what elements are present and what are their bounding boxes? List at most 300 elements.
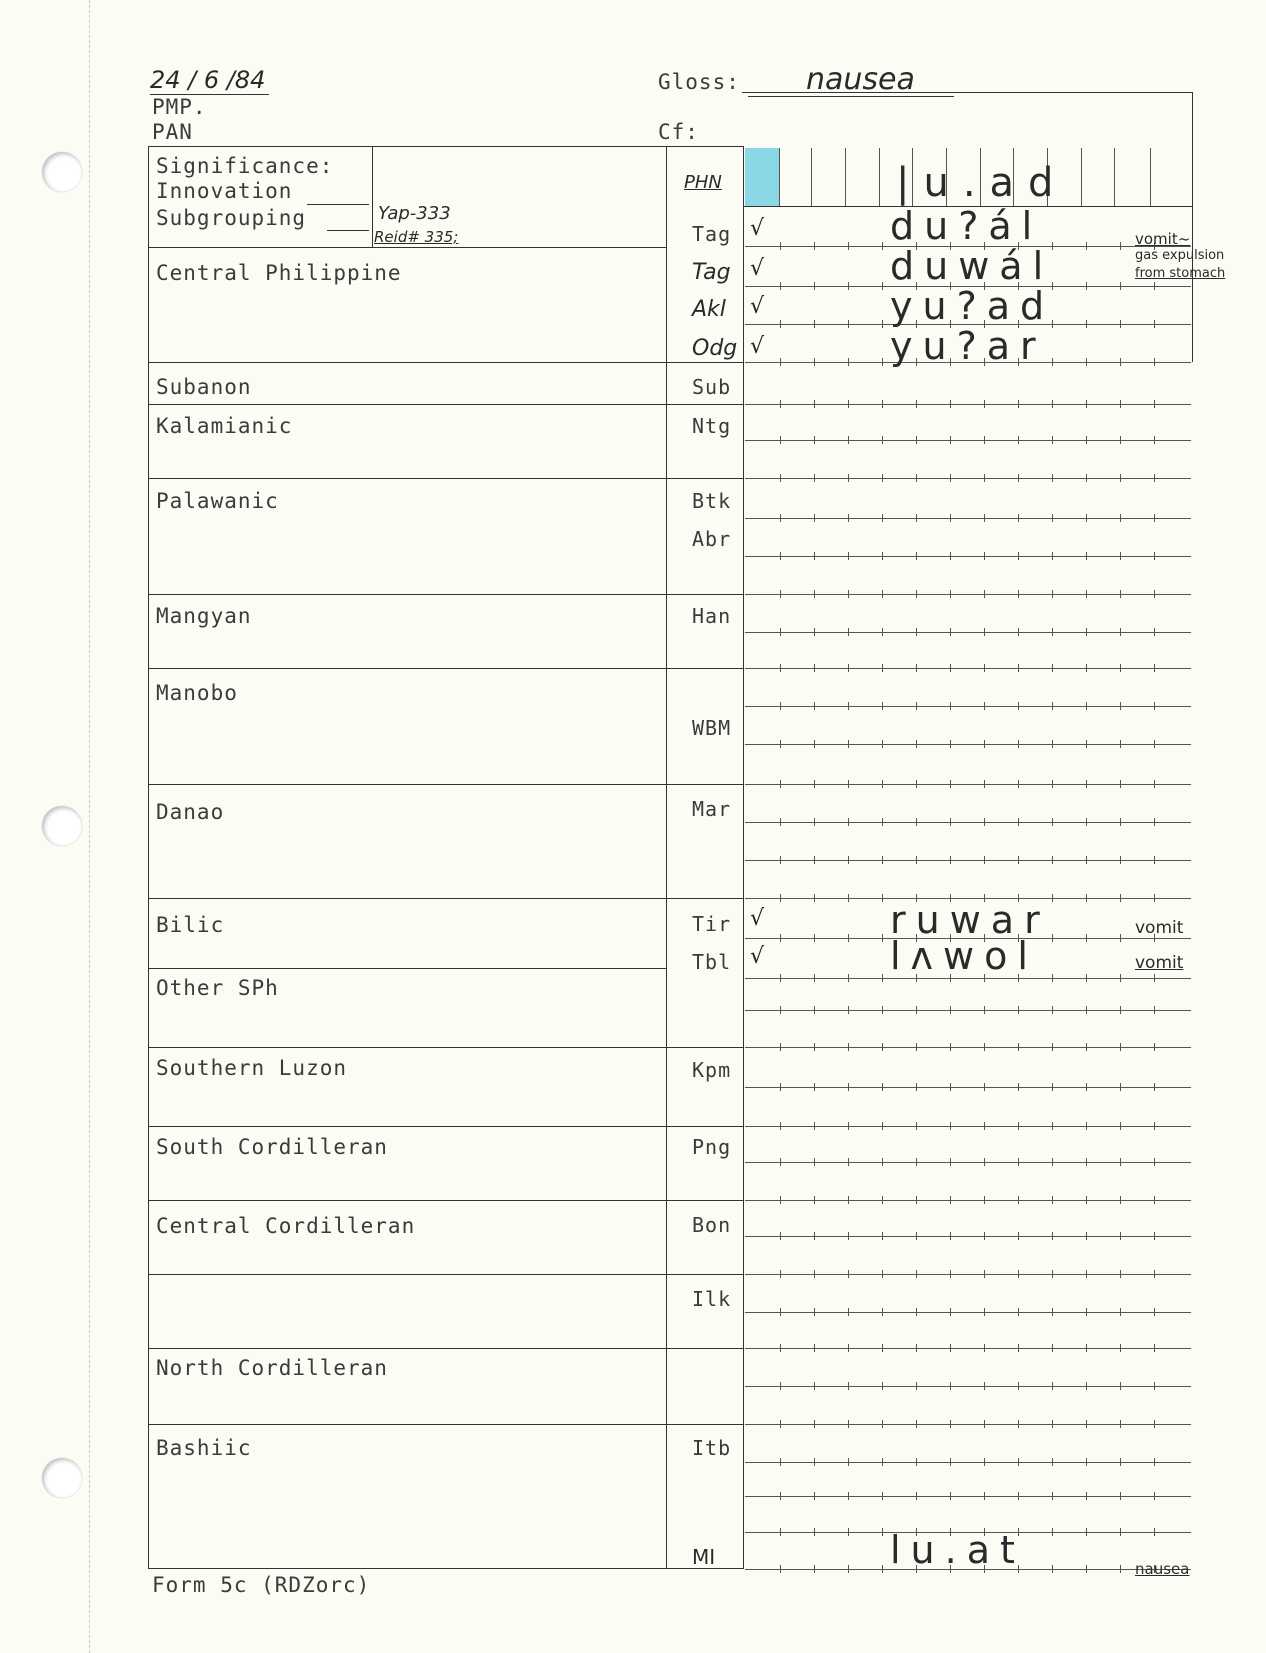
code-abr: Abr: [692, 527, 732, 551]
ruled-tick: [780, 242, 781, 250]
ruled-tick: [780, 1196, 781, 1204]
ruled-tick: [1120, 1196, 1121, 1204]
ruled-tick: [1154, 552, 1155, 560]
code-odg: Odg: [692, 336, 738, 361]
ruled-tick: [916, 628, 917, 636]
ruled-tick: [882, 1083, 883, 1091]
ruled-tick: [950, 1420, 951, 1428]
ruled-tick: [780, 282, 781, 290]
ruled-tick: [1018, 1158, 1019, 1166]
ruled-tick: [1086, 1528, 1087, 1536]
group-south-cordilleran: South Cordilleran: [156, 1135, 388, 1159]
ruled-line: [745, 556, 1191, 557]
ruled-tick: [984, 818, 985, 826]
ruled-tick: [916, 1270, 917, 1278]
ruled-tick: [882, 780, 883, 788]
check-akl: √: [750, 294, 765, 319]
ruled-tick: [916, 552, 917, 560]
ruled-tick: [1120, 1565, 1121, 1573]
ruled-tick: [1052, 934, 1053, 942]
ruled-tick: [1154, 590, 1155, 598]
ruled-tick: [848, 1344, 849, 1352]
ruled-tick: [780, 856, 781, 864]
ruled-tick: [1018, 1122, 1019, 1130]
ruled-line: [745, 860, 1191, 861]
ruled-tick: [848, 1565, 849, 1573]
ruled-tick: [916, 1344, 917, 1352]
ruled-tick: [1154, 856, 1155, 864]
ruled-tick: [882, 1420, 883, 1428]
ruled-line: [745, 1496, 1191, 1497]
ruled-tick: [950, 628, 951, 636]
ruled-line: [745, 478, 1191, 479]
ruled-tick: [1154, 702, 1155, 710]
ruled-tick: [1120, 628, 1121, 636]
ruled-tick: [1052, 818, 1053, 826]
ruled-tick: [1154, 1006, 1155, 1014]
ruled-tick: [1086, 780, 1087, 788]
innovation-blank: [307, 204, 369, 205]
ruled-tick: [814, 1196, 815, 1204]
ruled-tick: [1086, 400, 1087, 408]
ruled-tick: [1086, 818, 1087, 826]
ruled-tick: [814, 1158, 815, 1166]
date: 24 / 6 /84: [150, 66, 269, 95]
ruled-tick: [1154, 436, 1155, 444]
ruled-tick: [882, 934, 883, 942]
ruled-tick: [1120, 894, 1121, 902]
ruled-tick: [882, 1006, 883, 1014]
code-akl: Akl: [692, 297, 726, 322]
cf-label: Cf:: [658, 120, 699, 144]
ruled-tick: [1018, 400, 1019, 408]
ruled-tick: [1120, 400, 1121, 408]
group-subanon: Subanon: [156, 375, 252, 399]
ruled-tick: [984, 474, 985, 482]
group-bashiic: Bashiic: [156, 1436, 252, 1460]
ruled-tick: [780, 552, 781, 560]
ruled-tick: [984, 1196, 985, 1204]
form-mi: lu.at: [890, 1528, 1025, 1572]
significance-divider: [372, 146, 373, 248]
group-kalamianic: Kalamianic: [156, 414, 293, 438]
form-tag-2: duwál: [890, 244, 1054, 288]
group-mangyan: Mangyan: [156, 604, 252, 628]
ruled-tick: [882, 552, 883, 560]
code-mi: MI: [692, 1545, 716, 1569]
ruled-tick: [1086, 1122, 1087, 1130]
cf-box: [742, 92, 1193, 149]
ruled-tick: [848, 436, 849, 444]
ruled-tick: [848, 320, 849, 328]
ruled-tick: [1052, 628, 1053, 636]
ruled-tick: [882, 1382, 883, 1390]
ruled-line: [745, 706, 1191, 707]
ruled-tick: [814, 552, 815, 560]
ruled-tick: [1052, 702, 1053, 710]
ruled-tick: [848, 740, 849, 748]
ruled-tick: [848, 664, 849, 672]
ruled-tick: [780, 702, 781, 710]
group-danao: Danao: [156, 800, 225, 824]
ruled-line: [745, 1087, 1191, 1088]
ruled-tick: [1120, 514, 1121, 522]
ruled-tick: [1018, 1232, 1019, 1240]
ruled-tick: [1154, 894, 1155, 902]
code-mar: Mar: [692, 797, 732, 821]
ruled-tick: [1018, 1492, 1019, 1500]
ruled-tick: [1154, 1270, 1155, 1278]
grid-right-border: [1192, 92, 1193, 362]
ruled-tick: [1120, 1270, 1121, 1278]
ruled-tick: [1086, 1382, 1087, 1390]
ruled-tick: [780, 1420, 781, 1428]
ruled-tick: [916, 1122, 917, 1130]
ruled-tick: [1154, 1382, 1155, 1390]
ruled-tick: [984, 1083, 985, 1091]
ruled-tick: [882, 1344, 883, 1352]
ruled-tick: [780, 1122, 781, 1130]
ruled-tick: [1086, 552, 1087, 560]
ruled-line: [745, 632, 1191, 633]
ruled-tick: [950, 436, 951, 444]
ruled-tick: [1052, 1043, 1053, 1051]
ruled-tick: [882, 856, 883, 864]
ruled-tick: [882, 1043, 883, 1051]
ruled-tick: [950, 552, 951, 560]
ruled-line: [745, 1236, 1191, 1237]
ruled-tick: [1154, 818, 1155, 826]
ruled-tick: [780, 628, 781, 636]
check-tag-1: √: [750, 216, 765, 241]
ruled-tick: [848, 894, 849, 902]
pan-label: PAN: [152, 120, 193, 144]
code-tag-1: Tag: [692, 222, 732, 246]
ruled-tick: [1018, 628, 1019, 636]
ruled-line: [745, 784, 1191, 785]
ruled-tick: [916, 664, 917, 672]
ruled-tick: [882, 1492, 883, 1500]
code-sub: Sub: [692, 375, 732, 399]
ruled-tick: [950, 514, 951, 522]
ruled-tick: [780, 1158, 781, 1166]
ruled-tick: [1154, 320, 1155, 328]
ruled-tick: [848, 400, 849, 408]
ruled-tick: [984, 1270, 985, 1278]
ruled-tick: [814, 358, 815, 366]
ruled-tick: [882, 474, 883, 482]
ruled-tick: [848, 590, 849, 598]
sep-north-cordilleran: [148, 1348, 743, 1349]
ruled-tick: [916, 400, 917, 408]
ruled-tick: [848, 702, 849, 710]
ruled-tick: [1154, 1122, 1155, 1130]
ruled-tick: [848, 1083, 849, 1091]
ruled-tick: [1120, 436, 1121, 444]
ruled-tick: [916, 818, 917, 826]
check-odg: √: [750, 334, 765, 359]
sep-manobo: [148, 668, 743, 669]
code-png: Png: [692, 1135, 732, 1159]
ruled-tick: [780, 400, 781, 408]
ruled-tick: [882, 1308, 883, 1316]
ruled-tick: [1018, 1043, 1019, 1051]
ruled-tick: [984, 1232, 985, 1240]
ruled-tick: [950, 740, 951, 748]
ruled-tick: [1052, 894, 1053, 902]
ruled-tick: [814, 1122, 815, 1130]
ruled-tick: [1154, 400, 1155, 408]
ruled-tick: [882, 1122, 883, 1130]
ruled-tick: [848, 282, 849, 290]
ruled-tick: [916, 1006, 917, 1014]
ruled-tick: [1052, 1196, 1053, 1204]
ruled-tick: [882, 400, 883, 408]
ruled-tick: [814, 664, 815, 672]
ruled-tick: [950, 400, 951, 408]
ruled-tick: [1052, 740, 1053, 748]
ruled-tick: [882, 1270, 883, 1278]
ruled-tick: [916, 514, 917, 522]
form-odg: yu?ar: [890, 324, 1046, 368]
ruled-line: [745, 1162, 1191, 1163]
ruled-tick: [814, 1492, 815, 1500]
group-north-cordilleran: North Cordilleran: [156, 1356, 388, 1380]
ruled-tick: [1018, 1083, 1019, 1091]
ruled-tick: [984, 552, 985, 560]
group-southern-luzon: Southern Luzon: [156, 1056, 348, 1080]
ruled-tick: [848, 856, 849, 864]
ruled-tick: [950, 1492, 951, 1500]
ruled-tick: [1052, 1565, 1053, 1573]
ruled-tick: [848, 1492, 849, 1500]
ruled-tick: [1086, 320, 1087, 328]
ruled-tick: [780, 1232, 781, 1240]
ruled-tick: [916, 1232, 917, 1240]
ruled-tick: [984, 514, 985, 522]
significance-note-1: Yap-333: [378, 203, 451, 224]
ruled-tick: [916, 590, 917, 598]
ruled-tick: [950, 1122, 951, 1130]
ruled-tick: [984, 780, 985, 788]
ruled-tick: [1086, 628, 1087, 636]
ruled-line: [745, 1047, 1191, 1048]
ruled-tick: [848, 242, 849, 250]
ruled-tick: [1018, 1382, 1019, 1390]
ruled-tick: [984, 740, 985, 748]
ruled-tick: [814, 894, 815, 902]
ruled-tick: [1086, 1492, 1087, 1500]
grid-left-border: [743, 146, 744, 1569]
ruled-tick: [882, 894, 883, 902]
sep-danao: [148, 784, 743, 785]
sep-southern-luzon: [148, 1047, 743, 1048]
ruled-tick: [882, 628, 883, 636]
ruled-tick: [848, 1270, 849, 1278]
margin-line: [89, 0, 90, 1653]
ruled-tick: [1018, 702, 1019, 710]
ruled-tick: [1052, 1083, 1053, 1091]
ruled-tick: [1154, 974, 1155, 982]
ruled-tick: [1086, 1270, 1087, 1278]
form-tbl: lʌwol: [890, 934, 1038, 978]
ruled-tick: [1120, 1344, 1121, 1352]
ruled-tick: [950, 664, 951, 672]
ruled-tick: [814, 1083, 815, 1091]
phn-cell-divider: [1114, 148, 1115, 206]
ruled-tick: [814, 1458, 815, 1466]
sep-palawanic: [148, 478, 743, 479]
ruled-tick: [780, 818, 781, 826]
ruled-tick: [1086, 1458, 1087, 1466]
ruled-tick: [848, 1043, 849, 1051]
ruled-tick: [1120, 856, 1121, 864]
ruled-tick: [916, 780, 917, 788]
ruled-tick: [984, 1158, 985, 1166]
ruled-tick: [882, 320, 883, 328]
gloss-value: nausea: [806, 62, 915, 97]
ruled-tick: [780, 1565, 781, 1573]
ruled-tick: [1086, 1196, 1087, 1204]
ruled-tick: [1086, 702, 1087, 710]
ruled-tick: [984, 1420, 985, 1428]
ruled-tick: [814, 1344, 815, 1352]
ruled-tick: [1120, 702, 1121, 710]
gloss-mi: nausea: [1135, 1560, 1190, 1578]
ruled-tick: [1086, 974, 1087, 982]
group-bilic: Bilic: [156, 913, 225, 937]
significance-note-2: Reid# 335;: [374, 228, 459, 246]
significance-title: Significance:: [156, 154, 334, 178]
group-palawanic: Palawanic: [156, 489, 279, 513]
ruled-tick: [814, 590, 815, 598]
ruled-tick: [882, 514, 883, 522]
subgrouping-blank: [327, 230, 369, 231]
ruled-tick: [780, 1083, 781, 1091]
ruled-tick: [882, 1196, 883, 1204]
code-ntg: Ntg: [692, 414, 732, 438]
ruled-tick: [1120, 664, 1121, 672]
ruled-tick: [814, 1420, 815, 1428]
ruled-tick: [1154, 1043, 1155, 1051]
ruled-tick: [916, 740, 917, 748]
ruled-tick: [848, 1420, 849, 1428]
check-tir: √: [750, 906, 765, 931]
ruled-tick: [882, 1565, 883, 1573]
ruled-tick: [1086, 894, 1087, 902]
ruled-tick: [814, 282, 815, 290]
ruled-tick: [848, 1006, 849, 1014]
ruled-tick: [1018, 552, 1019, 560]
ruled-tick: [984, 400, 985, 408]
ruled-tick: [1086, 282, 1087, 290]
ruled-tick: [1120, 1458, 1121, 1466]
ruled-tick: [1018, 1458, 1019, 1466]
ruled-tick: [1018, 818, 1019, 826]
ruled-tick: [1052, 664, 1053, 672]
ruled-tick: [848, 552, 849, 560]
ruled-tick: [814, 242, 815, 250]
ruled-tick: [916, 1043, 917, 1051]
ruled-tick: [1018, 1196, 1019, 1204]
ruled-tick: [1120, 320, 1121, 328]
punch-hole-bottom: [42, 1458, 82, 1498]
ruled-tick: [1052, 1158, 1053, 1166]
ruled-line: [745, 978, 1191, 979]
ruled-tick: [814, 934, 815, 942]
ruled-tick: [1154, 514, 1155, 522]
ruled-tick: [1086, 664, 1087, 672]
sep-central-cordilleran-2: [148, 1274, 743, 1275]
ruled-tick: [1154, 664, 1155, 672]
ruled-tick: [1086, 474, 1087, 482]
ruled-tick: [1120, 1158, 1121, 1166]
ruled-tick: [1086, 514, 1087, 522]
ruled-tick: [1086, 740, 1087, 748]
ruled-tick: [1086, 436, 1087, 444]
ruled-tick: [780, 1308, 781, 1316]
ruled-tick: [916, 702, 917, 710]
ruled-tick: [814, 514, 815, 522]
ruled-tick: [1154, 1232, 1155, 1240]
ruled-tick: [1120, 1232, 1121, 1240]
ruled-tick: [1018, 436, 1019, 444]
ruled-tick: [1018, 664, 1019, 672]
ruled-tick: [916, 1158, 917, 1166]
ruled-tick: [780, 780, 781, 788]
ruled-tick: [1120, 1043, 1121, 1051]
ruled-tick: [950, 818, 951, 826]
code-kpm: Kpm: [692, 1058, 732, 1082]
ruled-tick: [1052, 856, 1053, 864]
ruled-tick: [1120, 474, 1121, 482]
ruled-tick: [916, 1420, 917, 1428]
phn-cell-divider: [1150, 148, 1151, 206]
ruled-tick: [1154, 1528, 1155, 1536]
ruled-tick: [1052, 400, 1053, 408]
ruled-tick: [1086, 934, 1087, 942]
ruled-tick: [882, 1528, 883, 1536]
ruled-line: [745, 1348, 1191, 1349]
ruled-line: [745, 1424, 1191, 1425]
ruled-tick: [814, 1308, 815, 1316]
innovation-label: Innovation: [156, 179, 293, 203]
ruled-tick: [1052, 974, 1053, 982]
phn-cell-divider: [879, 148, 880, 206]
ruled-tick: [984, 1382, 985, 1390]
ruled-tick: [950, 856, 951, 864]
ruled-tick: [1120, 590, 1121, 598]
ruled-tick: [1052, 1382, 1053, 1390]
phn-form: |u.ad: [896, 160, 1068, 206]
ruled-tick: [1052, 590, 1053, 598]
ruled-tick: [1018, 590, 1019, 598]
ruled-tick: [1086, 1043, 1087, 1051]
ruled-line: [745, 1010, 1191, 1011]
ruled-tick: [848, 934, 849, 942]
ruled-tick: [1052, 552, 1053, 560]
ruled-tick: [1018, 474, 1019, 482]
ruled-tick: [984, 1458, 985, 1466]
ruled-tick: [916, 436, 917, 444]
ruled-tick: [1086, 242, 1087, 250]
ruled-tick: [814, 320, 815, 328]
ruled-tick: [1052, 1344, 1053, 1352]
pmp-label: PMP.: [152, 95, 207, 119]
ruled-tick: [1018, 1344, 1019, 1352]
ruled-tick: [1018, 1308, 1019, 1316]
ruled-line: [745, 1200, 1191, 1201]
